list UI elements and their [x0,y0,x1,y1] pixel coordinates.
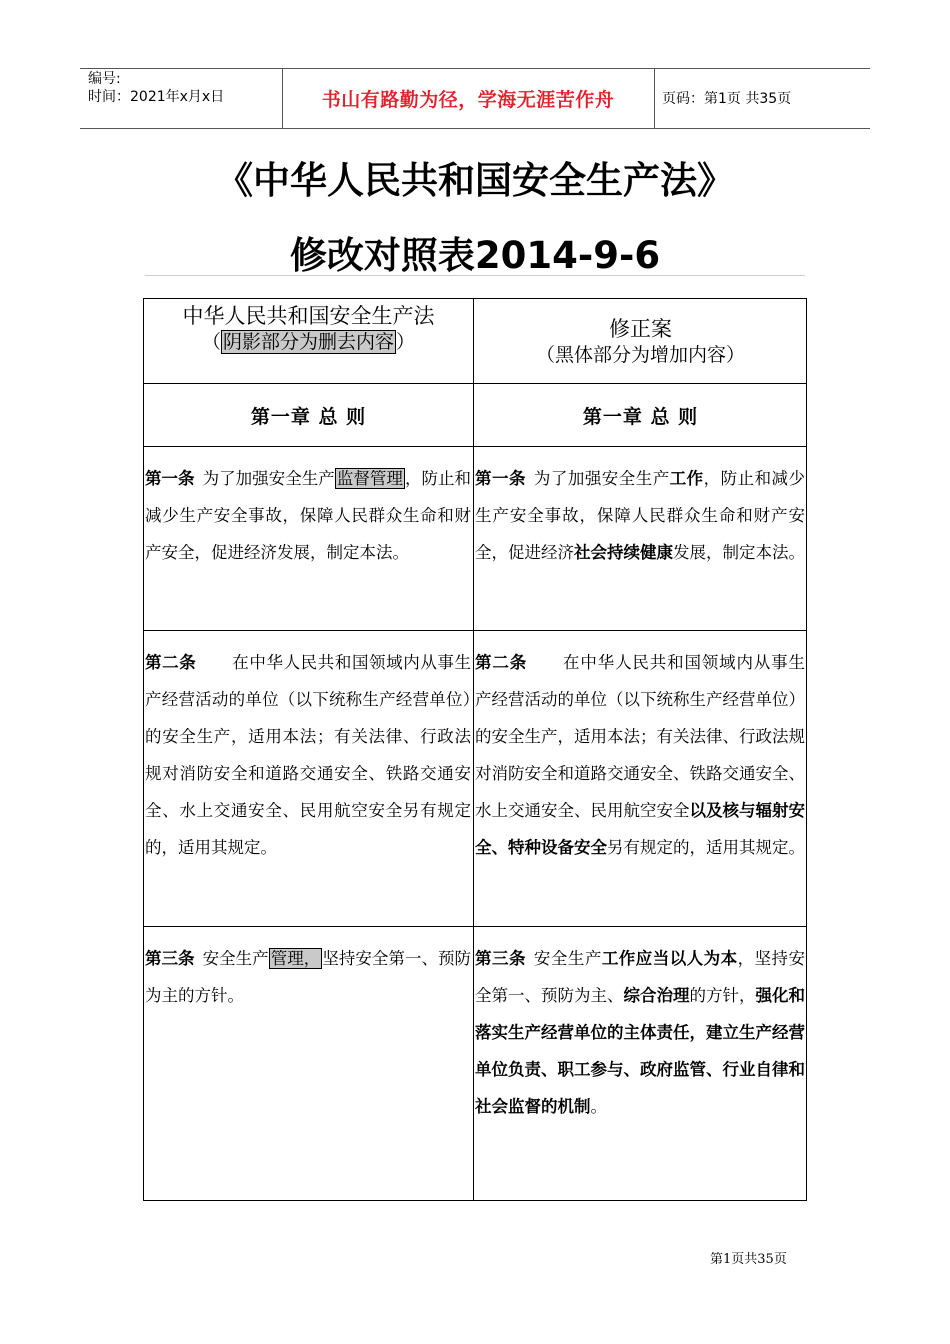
article-text: 坚持安全第一、预防为主的方针。 [145,949,472,1005]
article-label: 第一条 [145,469,195,488]
table-row-divider [143,630,807,631]
added-text: 社会持续健康 [574,543,673,562]
left-column-header [144,303,473,355]
article-label: 第二条 [145,653,197,672]
title-rule [145,275,805,276]
article-3-original [144,940,473,1014]
document-number-label: 编号: [88,71,121,87]
article-2-original [144,644,473,866]
article-label: 第二条 [475,653,528,672]
chapter-heading-left: 第一章 总 则 [250,406,367,428]
paren-open: （ [201,331,221,353]
shaded-note: 阴影部分为删去内容 [222,331,394,353]
article-label: 第三条 [145,949,195,968]
left-column-title: 中华人民共和国安全生产法 [182,304,435,328]
document-title-line2: 修改对照表2014-9-6 [289,234,661,277]
article-text: 为了加强安全生产 [533,469,670,488]
article-2-revised [474,644,807,866]
added-text: 以及核与辐射安全、特种设备安全 [475,801,805,857]
deleted-text: 管理， [270,949,321,968]
table-row-divider [143,446,807,447]
article-label: 第一条 [475,469,526,488]
article-text: ，防止和减少生产安全事故，保障人民群众生命和财产安全，促进经济发展，制定本法。 [145,469,472,562]
right-column-header [474,316,807,368]
article-text: ，坚持安全第一、预防为主、 [475,949,806,1005]
article-text: 另有规定的，适用其规定。 [607,838,805,857]
paren-close: ） [396,331,416,353]
page-footer: 第1页共35页 [710,1252,787,1267]
table-row-divider [143,926,807,927]
deleted-text: 监督管理 [336,469,403,488]
right-column-title: 修正案 [609,317,672,341]
article-text: 在中华人民共和国领域内从事生产经营活动的单位（以下统称生产经营单位）的安全生产，适用本法；有关法律、行政法规对消防安全和道路交通安全、铁路交通安全、水上交通安全、民用航空安全 [475,653,805,820]
header-bottom-rule [80,128,870,129]
added-text: 工作应当以人为本 [601,949,738,968]
left-column-subtitle [144,329,473,355]
right-column-subtitle: （黑体部分为增加内容） [535,344,745,366]
added-text: 工作 [669,469,704,488]
header-divider [654,68,655,128]
article-text: 安全生产 [202,949,269,968]
article-text: ，防止和减少生产安全事故，保障人民群众生命和财产安全，促进经济 [475,469,806,562]
article-text: 在中华人民共和国领域内从事生产经营活动的单位（以下统称生产经营单位）的安全生产，适用本法；有关法律、行政法规对消防安全和道路交通安全、铁路交通安全、水上交通安全、民用航空安全另有规定的，适用其规定。 [145,653,471,857]
document-time-label: 时间：2021年x月x日 [88,89,225,105]
article-3-revised [474,940,807,1125]
article-text: 的方针， [689,986,756,1005]
article-text: 安全生产 [533,949,602,968]
added-text: 综合治理 [623,986,690,1005]
added-text: 强化和落实生产经营单位的主体责任，建立生产经营单位负责、职工参与、政府监管、行业自律和社会监督的机制 [475,986,805,1116]
header-meta [88,70,224,106]
header-page-info: 页码：第1页 共35页 [662,91,792,107]
article-label: 第三条 [475,949,526,968]
table-row-divider [143,383,807,384]
document-title-line1: 《中华人民共和国安全生产法》 [216,159,734,202]
chapter-heading-right: 第一章 总 则 [582,406,699,428]
header-motto: 书山有路勤为径，学海无涯苦作舟 [321,88,615,111]
article-text: 。 [590,1097,607,1116]
article-text: 发展，制定本法。 [673,543,805,562]
article-text: 为了加强安全生产 [202,469,335,488]
article-1-original [144,460,473,571]
article-1-revised [474,460,807,571]
